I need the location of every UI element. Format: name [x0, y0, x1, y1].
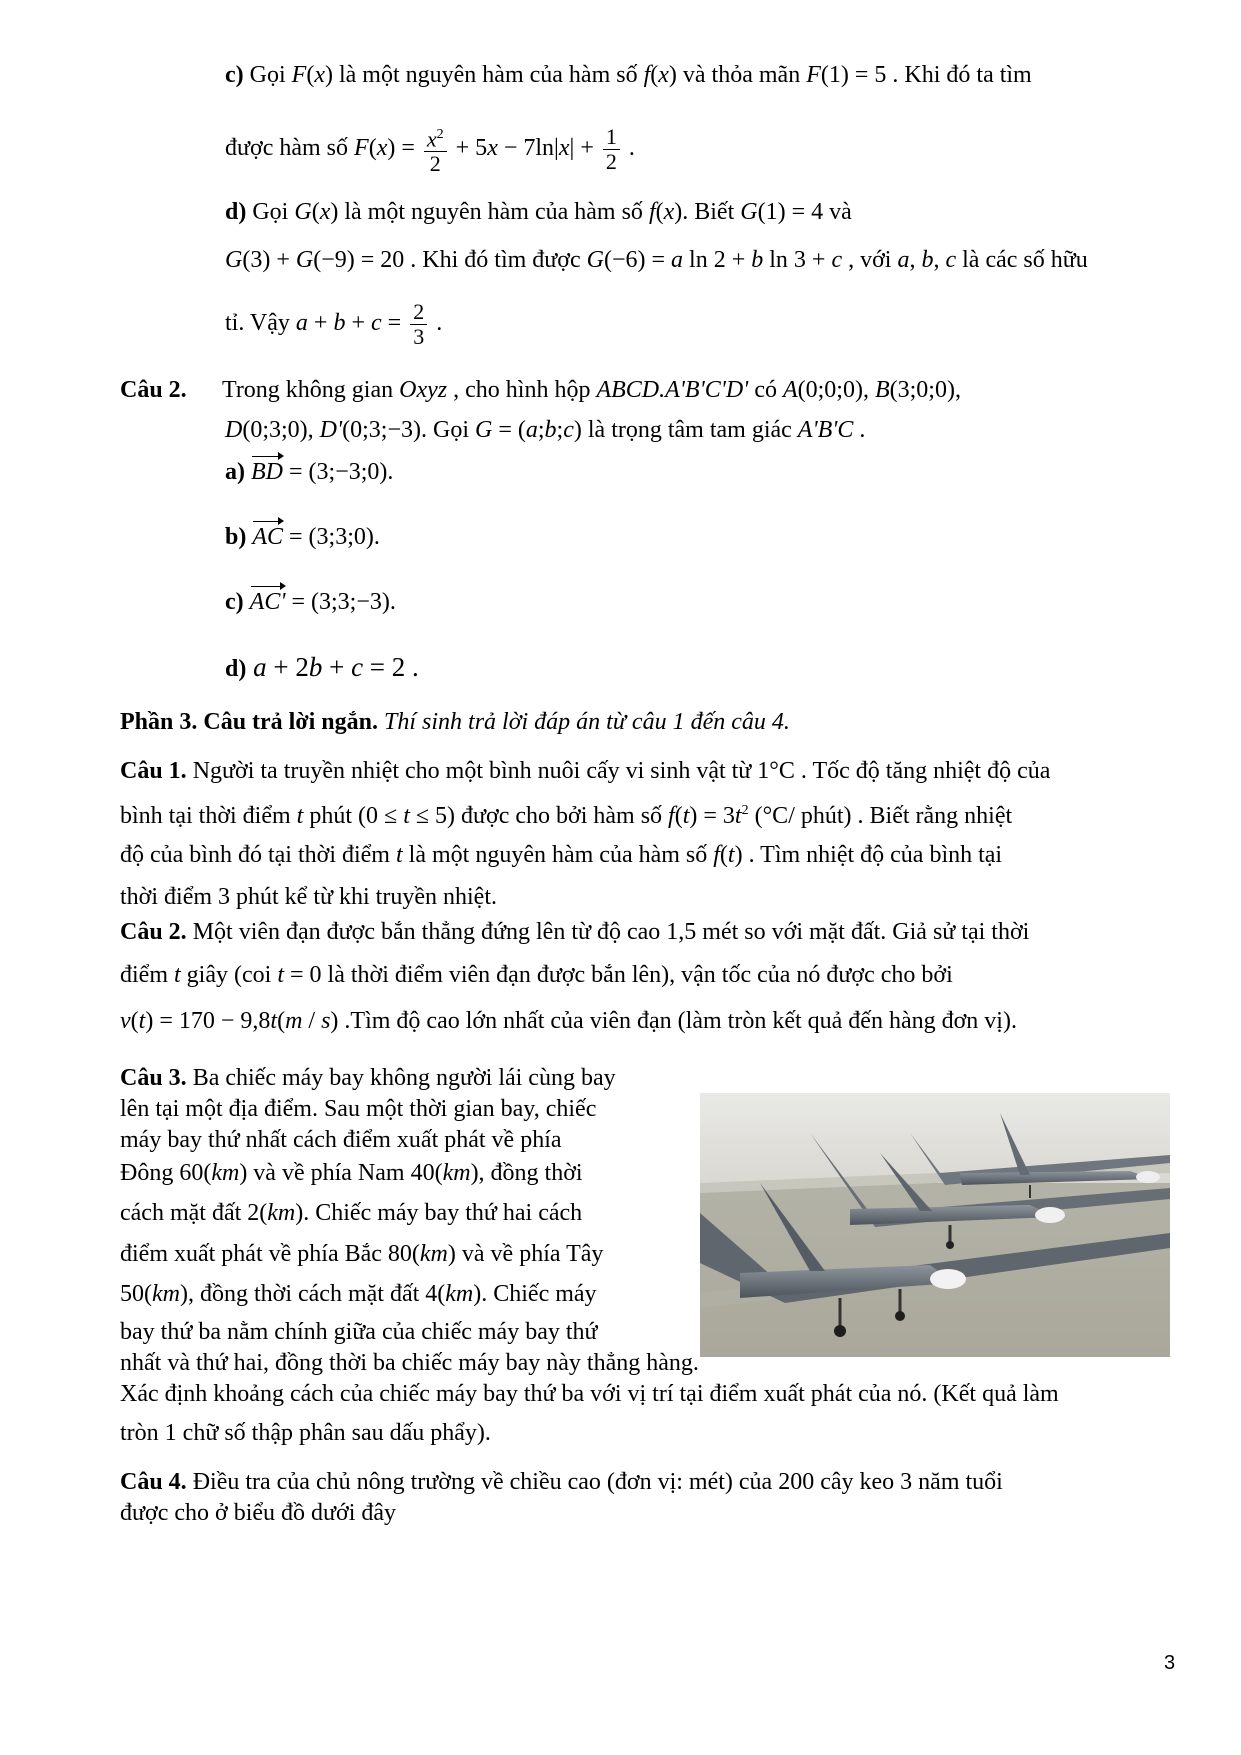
p2q2-label: Câu 2.	[120, 377, 187, 403]
part3-title: Phần 3. Câu trả lời ngắn.	[120, 709, 378, 735]
p3q3-line4: Đông 60(km) và về phía Nam 40(km), đồng thời	[120, 1160, 583, 1186]
p3q4-line2: được cho ở biểu đồ dưới đây	[120, 1500, 397, 1526]
p3q1-line2: bình tại thời điểm t phút (0 ≤ t ≤ 5) được cho bởi hàm số $f(t) = 3t^2$ (°C/ phút) . Biết rằng nhiệt	[120, 803, 1013, 829]
p2q1-d-line1: d) Gọi G(x) là một nguyên hàm của hàm số f(x). Biết G(1) = 4 và	[225, 199, 852, 225]
p2q2-option-b: b) AC = (3;3;0).	[225, 524, 380, 550]
drone-illustration	[700, 1093, 1170, 1357]
p2q2-line2: D(0;3;0), D'(0;3;−3). Gọi G = (a;b;c) là trọng tâm tam giác A'B'C .	[225, 417, 866, 443]
p2q1-c-line2: được hàm số F(x) = $\frac{x^2}{2}$ + 5x − 7ln|x| + $\frac{1}{2}$ .	[225, 123, 635, 177]
p2q1-c-label: c)	[225, 62, 244, 88]
p3q3-line1: Câu 3. Ba chiếc máy bay không người lái cùng bay	[120, 1065, 616, 1091]
drone-photo	[700, 1093, 1170, 1357]
p2q1-d-line3: tỉ. Vậy a + b + c = $\frac{2}{3}$ .	[225, 298, 443, 349]
p3q1-line4: thời điểm 3 phút kể từ khi truyền nhiệt.	[120, 884, 497, 910]
p3q3-line5: cách mặt đất 2(km). Chiếc máy bay thứ hai cách	[120, 1200, 583, 1226]
p3q3-line6: điểm xuất phát về phía Bắc 80(km) và về phía Tây	[120, 1241, 604, 1267]
p3q2-line1: Câu 2. Một viên đạn được bắn thẳng đứng lên từ độ cao 1,5 mét so với mặt đất. Giả sử tại thời	[120, 919, 1030, 945]
p3q2-line3: v(t) = 170 − 9,8t(m / s) .Tìm độ cao lớn nhất của viên đạn (làm tròn kết quả đến hàng đơn vị).	[120, 1008, 1017, 1034]
p2q1-d-line2: G(3) + G(−9) = 20 . Khi đó tìm được G(−6) = a ln 2 + b ln 3 + c , với a, b, c là các số hữu	[225, 247, 1088, 273]
p2q2-option-a: a) BD = (3;−3;0).	[225, 459, 394, 485]
page-number: 3	[1164, 1652, 1176, 1674]
p2q2-option-d: d) a + 2b + c = 2 .	[225, 652, 419, 682]
p3q3-line2: lên tại một địa điểm. Sau một thời gian bay, chiếc	[120, 1096, 597, 1122]
p3q1-line1: Câu 1. Người ta truyền nhiệt cho một bình nuôi cấy vi sinh vật từ 1°C . Tốc độ tăng nhiệt độ của	[120, 758, 1051, 784]
p3q3-line9: nhất và thứ hai, đồng thời ba chiếc máy bay này thẳng hàng.	[120, 1350, 699, 1376]
p3q1-line3: độ của bình đó tại thời điểm t là một nguyên hàm của hàm số f(t) . Tìm nhiệt độ của bình tại	[120, 842, 1003, 868]
p3q3-line10: Xác định khoảng cách của chiếc máy bay thứ ba với vị trí tại điểm xuất phát của nó. (Kết quả làm	[120, 1381, 1059, 1407]
p3q4-line1: Câu 4. Điều tra của chủ nông trường về chiều cao (đơn vị: mét) của 200 cây keo 3 năm tuổi	[120, 1469, 1003, 1495]
p3q3-line8: bay thứ ba nằm chính giữa của chiếc máy bay thứ	[120, 1319, 598, 1345]
p2q1-c-line1: c) Gọi F(x) là một nguyên hàm của hàm số f(x) và thỏa mãn F(1) = 5 . Khi đó ta tìm	[225, 62, 1032, 88]
p3q3-line3: máy bay thứ nhất cách điểm xuất phát về phía	[120, 1127, 562, 1153]
p3q3-line11: tròn 1 chữ số thập phân sau dấu phẩy).	[120, 1420, 491, 1446]
p2q1-d-label: d)	[225, 199, 247, 225]
p2q2-line1: Trong không gian Oxyz , cho hình hộp ABCD.A'B'C'D' có A(0;0;0), B(3;0;0),	[222, 377, 961, 403]
p3q2-line2: điểm t giây (coi t = 0 là thời điểm viên đạn được bắn lên), vận tốc của nó được cho bởi	[120, 962, 953, 988]
part3-instruction: Thí sinh trả lời đáp án từ câu 1 đến câu 4.	[384, 709, 790, 735]
p3q3-line7: 50(km), đồng thời cách mặt đất 4(km). Chiếc máy	[120, 1281, 597, 1307]
p2q2-option-c: c) AC' = (3;3;−3).	[225, 589, 396, 615]
part3-heading	[120, 707, 790, 737]
